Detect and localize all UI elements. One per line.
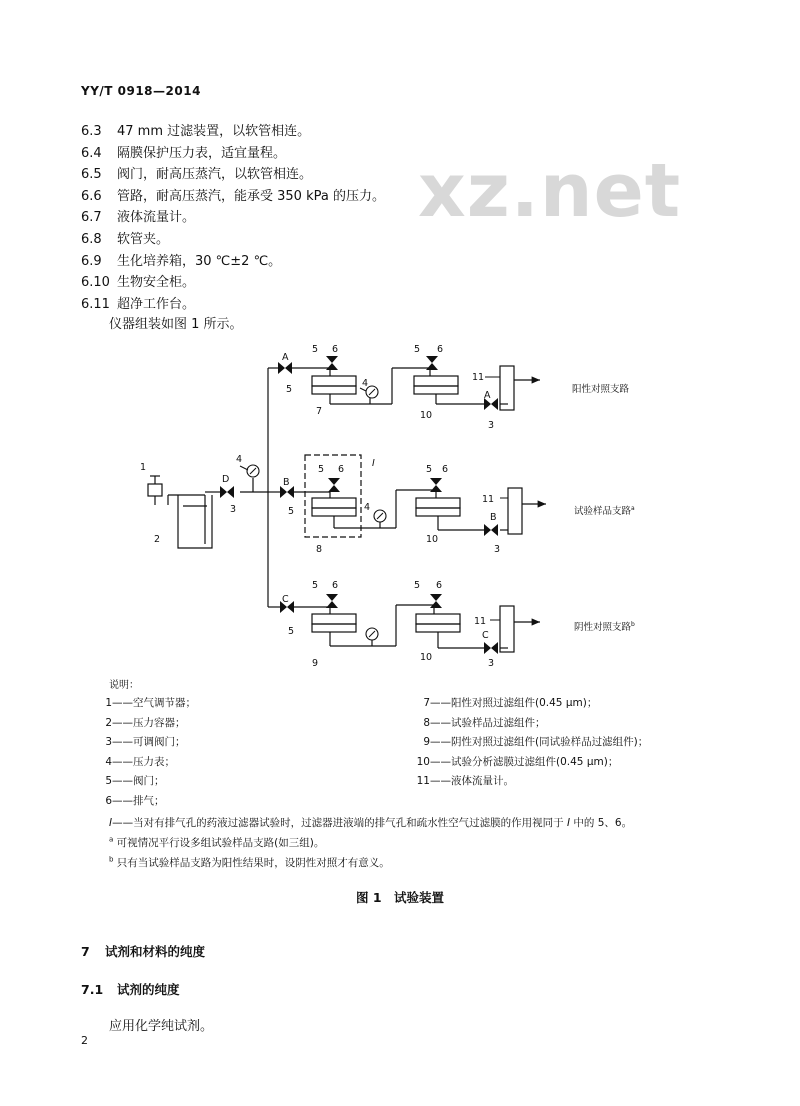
note-I-ref: I bbox=[566, 817, 571, 829]
note-a-text: 可视情况平行设多组试验样品支路(如三组)。 bbox=[116, 837, 325, 849]
legend-entry bbox=[100, 695, 196, 710]
legend-entry bbox=[412, 715, 546, 730]
air-regulator bbox=[148, 484, 162, 496]
equipment-item-text: 阀门，耐高压蒸汽，以软管相连。 bbox=[117, 167, 313, 183]
equipment-item bbox=[81, 163, 312, 182]
legend-entry bbox=[100, 715, 186, 730]
label-1: 1 bbox=[140, 462, 147, 473]
label-A: A bbox=[484, 390, 491, 401]
label-9: 9 bbox=[312, 658, 319, 669]
legend-value: 试验分析滤膜过滤组件(0.45 μm)； bbox=[451, 755, 619, 768]
equipment-item-text: 软管夹。 bbox=[117, 232, 170, 247]
label-3: 3 bbox=[230, 504, 237, 515]
label-5: 5 bbox=[312, 580, 319, 591]
equipment-item-number: 6.7 bbox=[81, 210, 102, 226]
legend-dash: —— bbox=[430, 775, 451, 787]
equipment-item bbox=[81, 228, 169, 247]
filter-10-mid bbox=[416, 498, 460, 508]
label-4: 4 bbox=[364, 502, 371, 513]
equipment-item-text: 生化培养箱，30 ℃±2 ℃。 bbox=[117, 253, 282, 269]
label-5: 5 bbox=[426, 464, 433, 475]
legend-key: 2 bbox=[105, 716, 112, 729]
legend-entry bbox=[100, 754, 175, 769]
label-11: 11 bbox=[474, 616, 487, 627]
legend-dash: —— bbox=[112, 716, 133, 729]
equipment-item-text: 超净工作台。 bbox=[117, 296, 196, 312]
legend-dash: —— bbox=[430, 736, 451, 748]
legend-value: 液体流量计。 bbox=[451, 775, 514, 787]
label-A: A bbox=[282, 352, 289, 363]
label-4: 4 bbox=[362, 378, 369, 389]
legend-value: 阴性对照过滤组件(同试验样品过滤组件)； bbox=[451, 736, 649, 748]
filter-10-bot bbox=[416, 614, 460, 624]
flowmeter-mid bbox=[508, 488, 522, 534]
equipment-item-text: 47 mm 过滤装置，以软管相连。 bbox=[117, 124, 311, 139]
note-b-text: 只有当试验样品支路为阳性结果时，设阴性对照才有意义。 bbox=[116, 857, 390, 869]
note-a bbox=[109, 835, 324, 850]
legend-entry bbox=[100, 793, 165, 808]
note-b-mark: b bbox=[109, 855, 114, 864]
legend-key: 1 bbox=[105, 697, 112, 709]
figure-intro: 仪器组装如图 1 所示。 bbox=[109, 317, 243, 332]
section-7-1-title: 试剂的纯度 bbox=[117, 982, 180, 997]
legend-heading: 说明： bbox=[109, 680, 139, 691]
legend-key: 6 bbox=[105, 794, 112, 807]
label-2: 2 bbox=[154, 534, 161, 545]
label-11: 11 bbox=[482, 494, 495, 505]
legend-key: 3 bbox=[105, 736, 112, 748]
label-10: 10 bbox=[420, 652, 433, 663]
legend-value: 排气； bbox=[133, 794, 165, 807]
pressure-vessel bbox=[178, 495, 212, 548]
label-7: 7 bbox=[316, 406, 323, 417]
label-6: 6 bbox=[332, 344, 339, 355]
branch-test-sample-label: 试验样品支路$^a$ bbox=[574, 505, 635, 517]
equipment-item-text: 管路，耐高压蒸汽，能承受 350 kPa 的压力。 bbox=[117, 188, 385, 204]
equipment-item-number: 6.11 bbox=[81, 296, 110, 312]
filter-10-top bbox=[414, 376, 458, 386]
label-5: 5 bbox=[288, 506, 295, 517]
label-D: D bbox=[222, 474, 230, 485]
label-6: 6 bbox=[338, 464, 345, 475]
label-3: 3 bbox=[488, 420, 495, 431]
section-7-heading bbox=[81, 942, 205, 960]
note-I-end: 中的 5、6。 bbox=[573, 817, 633, 829]
legend-entry bbox=[412, 695, 597, 710]
note-I-key: I bbox=[109, 817, 113, 829]
label-6: 6 bbox=[332, 580, 339, 591]
equipment-item bbox=[81, 142, 286, 161]
branch-negative-control-label: 阴性对照支路$^b$ bbox=[574, 621, 635, 633]
equipment-item bbox=[81, 293, 195, 312]
section-7-1-heading bbox=[81, 980, 180, 998]
legend-dash: —— bbox=[430, 697, 451, 709]
equipment-item bbox=[81, 271, 195, 290]
label-5: 5 bbox=[318, 464, 325, 475]
note-I-text: ——当对有排气孔的药液过滤器试验时，过滤器进液端的排气孔和疏水性空气过滤膜的作用视同于 bbox=[112, 817, 564, 829]
legend-entry bbox=[100, 773, 165, 788]
label-I: I bbox=[372, 458, 375, 469]
note-b bbox=[109, 855, 390, 870]
legend-dash: —— bbox=[430, 716, 451, 729]
legend-value: 阀门； bbox=[133, 775, 165, 787]
legend-entry bbox=[412, 734, 648, 749]
equipment-item-number: 6.3 bbox=[81, 124, 102, 139]
section-7-1-text: 应用化学纯试剂。 bbox=[109, 1019, 214, 1034]
legend-value: 空气调节器； bbox=[133, 697, 196, 709]
label-5: 5 bbox=[286, 384, 293, 395]
branch-positive-control-label: 阳性对照支路 bbox=[572, 384, 630, 395]
equipment-item bbox=[81, 120, 310, 139]
label-6: 6 bbox=[442, 464, 449, 475]
legend-value: 压力表； bbox=[133, 755, 175, 768]
label-C: C bbox=[482, 630, 489, 641]
legend-value: 压力容器； bbox=[133, 716, 186, 729]
valve-B-outlet bbox=[484, 524, 498, 536]
figure-caption: 图 1 试验装置 bbox=[355, 890, 445, 905]
legend-key: 7 bbox=[423, 697, 430, 709]
valve-A-inlet bbox=[278, 362, 292, 374]
page-number: 2 bbox=[81, 1034, 88, 1047]
equipment-item-number: 6.6 bbox=[81, 188, 102, 204]
dashed-frame-I bbox=[305, 455, 361, 537]
test-apparatus-diagram bbox=[0, 330, 800, 675]
legend-entry bbox=[412, 773, 514, 788]
filter-9 bbox=[312, 614, 356, 624]
section-7-title: 试剂和材料的纯度 bbox=[105, 944, 206, 959]
label-8: 8 bbox=[316, 544, 323, 555]
label-11: 11 bbox=[472, 372, 485, 383]
filter-8 bbox=[312, 498, 356, 508]
flowmeter-bot bbox=[500, 606, 514, 652]
equipment-item-text: 液体流量计。 bbox=[117, 210, 196, 226]
label-10: 10 bbox=[426, 534, 439, 545]
legend-value: 阳性对照过滤组件(0.45 μm)； bbox=[451, 697, 598, 709]
legend-key: 8 bbox=[423, 716, 430, 729]
legend-value: 试验样品过滤组件； bbox=[451, 716, 546, 729]
equipment-item-number: 6.8 bbox=[81, 232, 102, 247]
legend-key: 11 bbox=[416, 775, 430, 787]
watermark: xz.net bbox=[418, 148, 682, 234]
filter-7 bbox=[312, 376, 356, 386]
equipment-item-number: 6.10 bbox=[81, 275, 110, 291]
legend-key: 4 bbox=[105, 755, 112, 768]
label-B: B bbox=[490, 512, 497, 523]
legend-dash: —— bbox=[430, 755, 451, 768]
note-a-mark: a bbox=[109, 835, 114, 844]
legend-value: 可调阀门； bbox=[133, 736, 186, 748]
legend-dash: —— bbox=[112, 736, 133, 748]
equipment-item-number: 6.5 bbox=[81, 167, 102, 183]
legend-dash: —— bbox=[112, 755, 133, 768]
legend-dash: —— bbox=[112, 697, 133, 709]
label-C: C bbox=[282, 594, 289, 605]
valve-D bbox=[220, 486, 234, 498]
legend-dash: —— bbox=[112, 794, 133, 807]
equipment-item-number: 6.9 bbox=[81, 253, 102, 269]
label-5: 5 bbox=[414, 344, 421, 355]
section-7-number: 7 bbox=[81, 944, 90, 959]
legend-key: 10 bbox=[416, 755, 430, 768]
label-6: 6 bbox=[437, 344, 444, 355]
equipment-item-number: 6.4 bbox=[81, 145, 102, 161]
label-4: 4 bbox=[236, 454, 243, 465]
equipment-item bbox=[81, 250, 281, 269]
label-B: B bbox=[283, 477, 290, 488]
label-10: 10 bbox=[420, 410, 433, 421]
legend-key: 5 bbox=[105, 775, 112, 787]
note-I bbox=[109, 815, 632, 830]
label-3: 3 bbox=[494, 544, 501, 555]
label-5: 5 bbox=[414, 580, 421, 591]
standard-number-header: YY/T 0918—2014 bbox=[81, 84, 201, 98]
legend-entry bbox=[412, 754, 618, 769]
equipment-item-text: 生物安全柜。 bbox=[117, 275, 196, 291]
legend-entry bbox=[100, 734, 186, 749]
section-7-1-number: 7.1 bbox=[81, 982, 104, 997]
label-5: 5 bbox=[288, 626, 295, 637]
equipment-item bbox=[81, 206, 195, 225]
legend-key: 9 bbox=[423, 736, 430, 748]
label-6: 6 bbox=[436, 580, 443, 591]
label-3: 3 bbox=[488, 658, 495, 669]
valve-C-outlet bbox=[484, 642, 498, 654]
equipment-item bbox=[81, 185, 385, 204]
legend-dash: —— bbox=[112, 775, 133, 787]
label-5: 5 bbox=[312, 344, 319, 355]
equipment-item-text: 隔膜保护压力表，适宜量程。 bbox=[117, 145, 287, 161]
